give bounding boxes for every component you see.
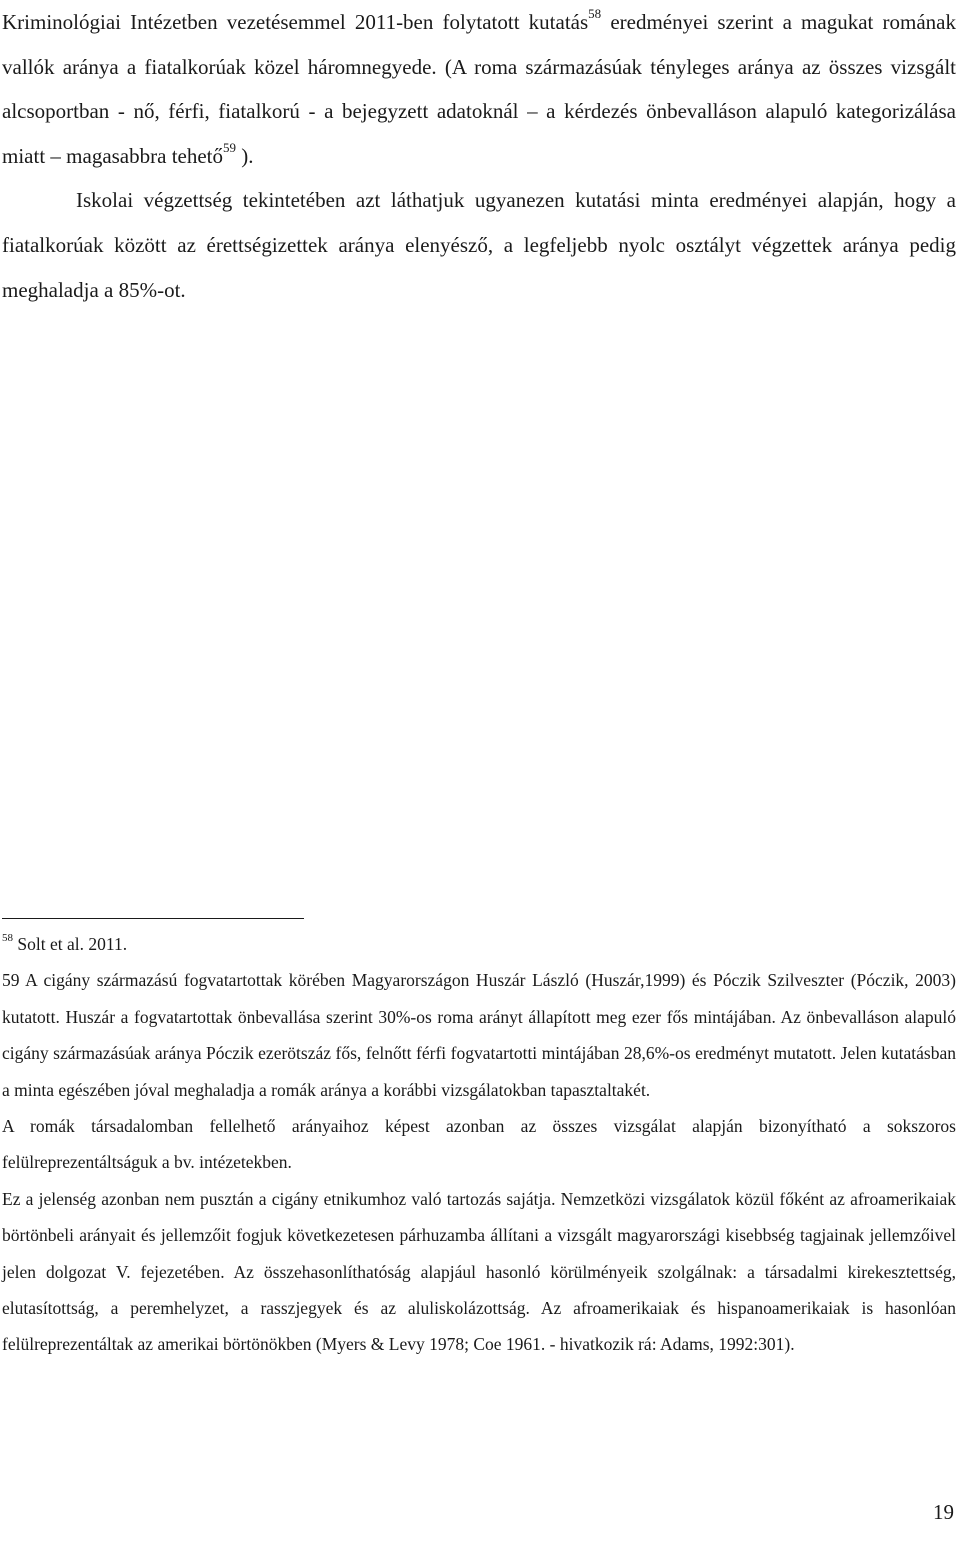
footnote-text: Solt et al. 2011. bbox=[13, 934, 128, 954]
paragraph-roma-ratio bbox=[2, 0, 956, 178]
page-number: 19 bbox=[933, 1500, 954, 1524]
footnote-ref-58[interactable]: 58 bbox=[588, 6, 602, 21]
footnote-58 bbox=[2, 926, 956, 962]
footnote-number: 58 bbox=[2, 932, 13, 945]
paragraph-education: Iskolai végzettség tekintetében azt láthatjuk ugyanezen kutatási minta eredményei alapján, hogy a fiatalkorúak között az érettségizettek aránya elenyésző, a legfeljebb nyolc osztályt végzettek aránya pedig meghaladja a 85%-ot. bbox=[2, 188, 956, 302]
footnote-ref-59[interactable]: 59 bbox=[223, 139, 237, 155]
paragraph-text: eredményei szerint a magukat romának vallók aránya a fiatalkorúak közel háromnegyede. (A roma származásúak tényleges aránya az összes vizsgált alcsoportban - nő, férfi, fiatalkorú - a bejegyzett adatoknál – a kérdezés önbevalláson alapuló kategorizálása miatt – magasabbra tehető bbox=[2, 10, 956, 168]
footnote-59-paragraph-1: 59 A cigány származású fogvatartottak körében Magyarországon Huszár László (Huszár,1999) és Póczik Szilveszter (Póczik, 2003) kutatott. Huszár a fogvatartottak önbevallása szerint 30%-os roma arányt állapított meg ezer fős mintájában. Az önbevalláson alapuló cigány származásúak aránya Póczik ezerötszáz fős, felnőtt férfi fogvatartotti mintájában 28,6%-os eredményt mutatott. Jelen kutatásban a minta egészében jóval meghaladja a romák aránya a korábbi vizsgálatokban tapasztaltakét. bbox=[2, 970, 956, 1100]
main-text bbox=[2, 0, 956, 312]
footnote-59-paragraph-3: Ez a jelenség azonban nem pusztán a cigány etnikumhoz való tartozás sajátja. Nemzetközi vizsgálatok közül főként az afroamerikaiak börtönbeli arányait és jellemzőit fogjuk következetesen párhuzamba állítani a vizsgált magyarországi kisebbség tagjainak jellemzőivel jelen dolgozat V. fejezetében. Az összehasonlíthatóság alapjául hasonló körülményeik szolgálnak: a társadalmi kirekesztettség, elutasítottság, a peremhelyzet, a rasszjegyek és az aluliskolázottság. Az afroamerikaiak és hispanoamerikaiak is hasonlóan felülreprezentáltak az amerikai börtönökben (Myers & Levy 1978; Coe 1961. - hivatkozik rá: Adams, 1992:301). bbox=[2, 1188, 956, 1355]
footnote-59-paragraph-2: A romák társadalomban fellelhető arányaihoz képest azonban az összes vizsgálat alapján bizonyítható a sokszoros felülreprezentáltságuk a bv. intézetekben. bbox=[2, 1116, 956, 1173]
paragraph-text: Kriminológiai Intézetben vezetésemmel 2011-ben folytatott kutatás bbox=[2, 10, 589, 34]
paragraph-text: ). bbox=[236, 143, 254, 168]
footnotes bbox=[2, 926, 956, 1363]
footnote-separator bbox=[2, 918, 304, 919]
